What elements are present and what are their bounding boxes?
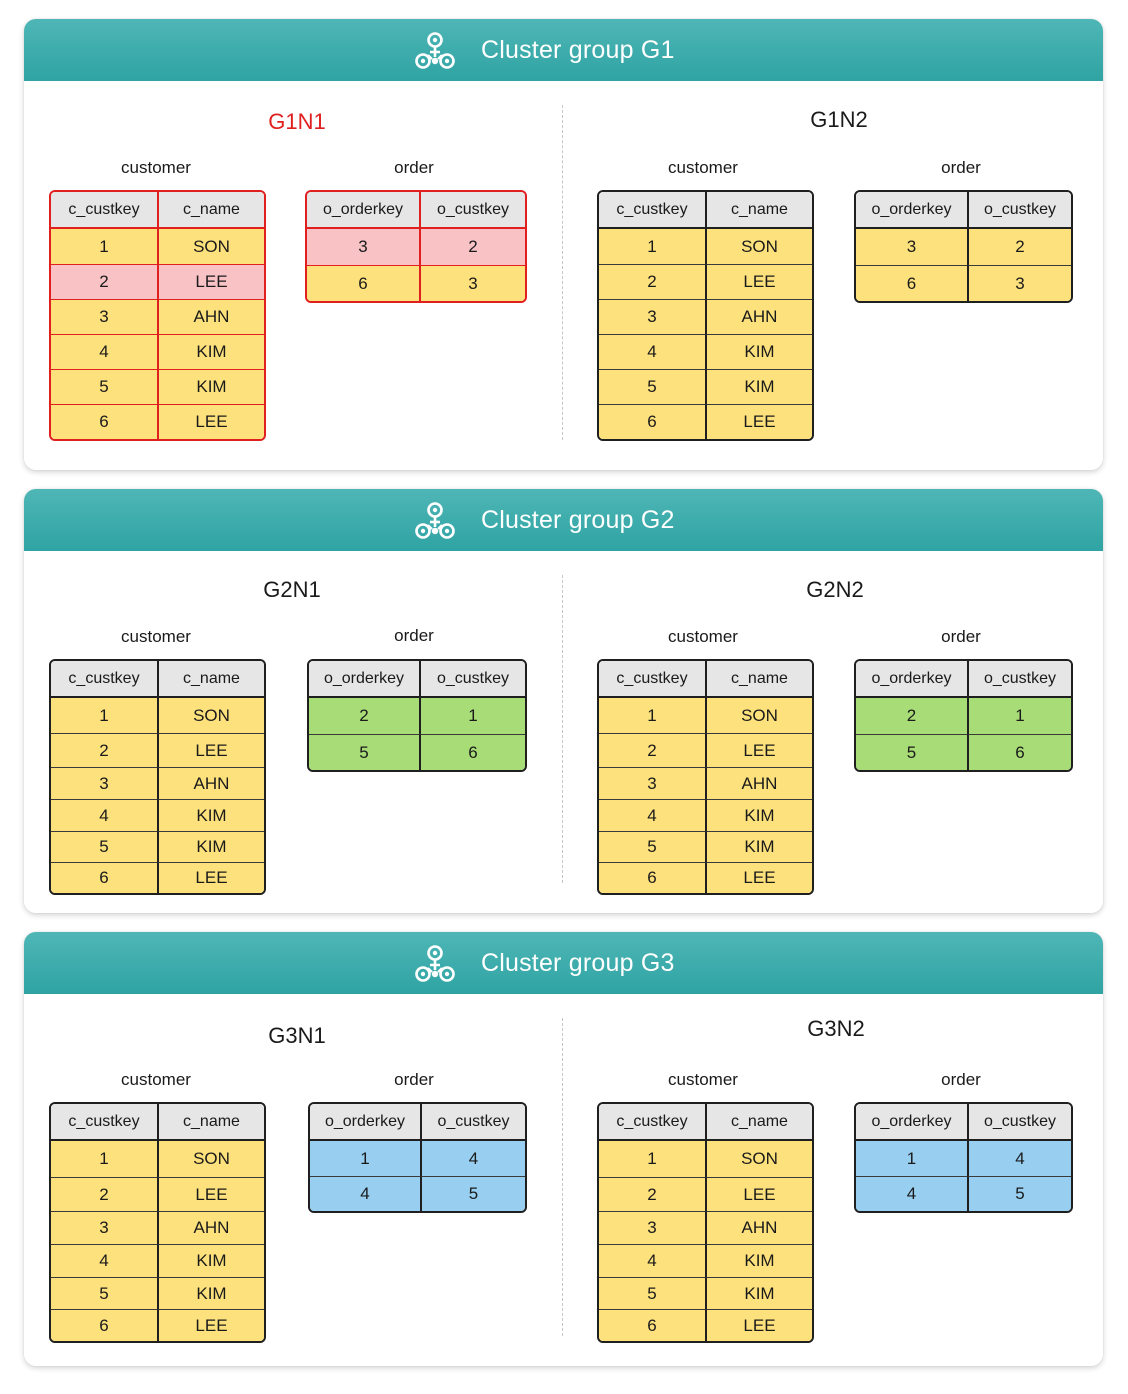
group-title: Cluster group G1 <box>481 36 675 64</box>
table-cell: 1 <box>51 229 157 264</box>
table-cell: KIM <box>705 1277 812 1309</box>
column-header: o_orderkey <box>310 1104 420 1141</box>
table-cell: 2 <box>599 733 705 767</box>
cluster-group-g2 <box>24 489 1103 913</box>
table-cell: LEE <box>157 862 264 893</box>
group-body <box>24 551 1103 913</box>
table-cell: LEE <box>705 862 812 893</box>
column-header: c_name <box>705 661 812 698</box>
table-cell: 6 <box>967 734 1071 770</box>
order-table <box>308 1102 527 1213</box>
column-header: o_custkey <box>967 1104 1071 1141</box>
customer-table-label: customer <box>121 1070 191 1089</box>
customer-table-label: customer <box>668 1070 738 1089</box>
order-table <box>307 659 527 772</box>
node-divider <box>562 1018 563 1336</box>
table-cell: AHN <box>705 299 812 334</box>
table-cell: 2 <box>599 264 705 299</box>
table-cell: LEE <box>705 1177 812 1211</box>
table-cell: 5 <box>599 369 705 404</box>
table-cell: 1 <box>51 1141 157 1177</box>
order-table <box>854 659 1073 772</box>
column-header: o_custkey <box>419 661 525 698</box>
table-cell: LEE <box>157 404 264 439</box>
table-cell: 1 <box>419 698 525 734</box>
table-cell: 5 <box>309 734 419 770</box>
table-cell: 1 <box>310 1141 420 1176</box>
order-table <box>305 190 527 303</box>
table-cell: 6 <box>51 1309 157 1341</box>
table-cell: 1 <box>599 1141 705 1177</box>
table-cell: 5 <box>51 831 157 862</box>
table-cell: LEE <box>705 733 812 767</box>
column-header: o_custkey <box>420 1104 525 1141</box>
customer-table-label: customer <box>668 627 738 646</box>
customer-table <box>49 190 266 441</box>
node-title-g3n1: G3N1 <box>268 1023 326 1048</box>
column-header: o_orderkey <box>856 661 967 698</box>
node-divider <box>562 105 563 440</box>
node-title-g2n2: G2N2 <box>806 577 864 602</box>
cluster-nodes-icon <box>414 31 456 71</box>
group-header <box>24 932 1103 994</box>
node-title-g1n1: G1N1 <box>268 109 326 134</box>
column-header: c_custkey <box>599 192 705 229</box>
table-cell: KIM <box>705 799 812 831</box>
table-cell: SON <box>705 698 812 733</box>
table-cell: SON <box>705 1141 812 1177</box>
table-cell: 1 <box>967 698 1071 734</box>
table-cell: 4 <box>51 799 157 831</box>
table-cell: LEE <box>157 1177 264 1211</box>
table-cell: 5 <box>51 1277 157 1309</box>
group-header <box>24 489 1103 551</box>
table-cell: 5 <box>51 369 157 404</box>
table-cell: 5 <box>856 734 967 770</box>
table-cell: AHN <box>705 1211 812 1244</box>
table-cell: KIM <box>157 799 264 831</box>
table-cell: AHN <box>157 767 264 799</box>
column-header: c_name <box>705 1104 812 1141</box>
table-cell: KIM <box>157 831 264 862</box>
column-header: o_orderkey <box>856 1104 967 1141</box>
table-cell: 2 <box>856 698 967 734</box>
column-header: c_name <box>157 1104 264 1141</box>
cluster-group-g3 <box>24 932 1103 1366</box>
column-header: c_custkey <box>599 1104 705 1141</box>
table-cell: 3 <box>51 299 157 334</box>
node-title-g3n2: G3N2 <box>807 1016 865 1041</box>
order-table-label: order <box>941 1070 981 1089</box>
table-cell: KIM <box>157 369 264 404</box>
column-header: o_orderkey <box>309 661 419 698</box>
order-table-label: order <box>941 158 981 177</box>
table-cell: SON <box>157 229 264 264</box>
customer-table <box>597 659 814 895</box>
table-cell: 6 <box>599 1309 705 1341</box>
table-cell: 6 <box>599 404 705 439</box>
table-cell: AHN <box>157 299 264 334</box>
table-cell: 2 <box>967 229 1071 265</box>
table-cell: 2 <box>51 1177 157 1211</box>
column-header: c_custkey <box>599 661 705 698</box>
column-header: c_name <box>157 192 264 229</box>
table-cell: KIM <box>157 334 264 369</box>
column-header: c_name <box>157 661 264 698</box>
column-header: c_name <box>705 192 812 229</box>
order-table-label: order <box>394 626 434 645</box>
customer-table <box>49 1102 266 1343</box>
table-cell: AHN <box>705 767 812 799</box>
table-cell: 1 <box>856 1141 967 1176</box>
column-header: c_custkey <box>51 661 157 698</box>
cluster-group-g1 <box>24 19 1103 470</box>
table-cell: 2 <box>309 698 419 734</box>
order-table <box>854 1102 1073 1213</box>
table-cell: 3 <box>856 229 967 265</box>
column-header: o_custkey <box>967 192 1071 229</box>
table-cell: 1 <box>51 698 157 733</box>
table-cell: 4 <box>599 334 705 369</box>
table-cell: 2 <box>51 264 157 299</box>
table-cell: LEE <box>705 404 812 439</box>
group-header <box>24 19 1103 81</box>
node-title-g2n1: G2N1 <box>263 577 321 602</box>
table-cell: LEE <box>157 264 264 299</box>
table-cell: 4 <box>599 1244 705 1277</box>
table-cell: KIM <box>705 369 812 404</box>
table-cell: KIM <box>157 1244 264 1277</box>
table-cell: AHN <box>157 1211 264 1244</box>
table-cell: 3 <box>51 1211 157 1244</box>
table-cell: 6 <box>599 862 705 893</box>
table-cell: 6 <box>51 862 157 893</box>
column-header: o_custkey <box>967 661 1071 698</box>
customer-table-label: customer <box>121 627 191 646</box>
table-cell: 4 <box>967 1141 1071 1176</box>
table-cell: 2 <box>419 229 525 265</box>
table-cell: SON <box>705 229 812 264</box>
table-cell: 3 <box>51 767 157 799</box>
group-body <box>24 81 1103 470</box>
table-cell: 4 <box>856 1176 967 1211</box>
column-header: o_custkey <box>419 192 525 229</box>
customer-table-label: customer <box>668 158 738 177</box>
order-table-label: order <box>394 1070 434 1089</box>
order-table-label: order <box>941 627 981 646</box>
group-title: Cluster group G3 <box>481 949 675 977</box>
table-cell: KIM <box>705 831 812 862</box>
group-body <box>24 994 1103 1366</box>
table-cell: KIM <box>705 1244 812 1277</box>
table-cell: 4 <box>420 1141 525 1176</box>
table-cell: 2 <box>51 733 157 767</box>
column-header: c_custkey <box>51 1104 157 1141</box>
table-cell: LEE <box>705 1309 812 1341</box>
cluster-nodes-icon <box>414 501 456 541</box>
table-cell: 6 <box>307 265 419 301</box>
table-cell: 3 <box>599 1211 705 1244</box>
table-cell: SON <box>157 1141 264 1177</box>
table-cell: 3 <box>967 265 1071 301</box>
table-cell: 6 <box>419 734 525 770</box>
table-cell: 1 <box>599 229 705 264</box>
table-cell: 4 <box>51 334 157 369</box>
table-cell: 6 <box>856 265 967 301</box>
table-cell: 5 <box>420 1176 525 1211</box>
order-table <box>854 190 1073 303</box>
table-cell: 3 <box>307 229 419 265</box>
node-title-g1n2: G1N2 <box>810 107 868 132</box>
table-cell: LEE <box>157 733 264 767</box>
table-cell: LEE <box>157 1309 264 1341</box>
table-cell: SON <box>157 698 264 733</box>
customer-table-label: customer <box>121 158 191 177</box>
table-cell: KIM <box>705 334 812 369</box>
node-divider <box>562 575 563 883</box>
table-cell: 5 <box>599 1277 705 1309</box>
order-table-label: order <box>394 158 434 177</box>
table-cell: 3 <box>599 299 705 334</box>
table-cell: KIM <box>157 1277 264 1309</box>
table-cell: LEE <box>705 264 812 299</box>
table-cell: 6 <box>51 404 157 439</box>
table-cell: 3 <box>419 265 525 301</box>
table-cell: 4 <box>51 1244 157 1277</box>
table-cell: 4 <box>599 799 705 831</box>
table-cell: 5 <box>599 831 705 862</box>
column-header: o_orderkey <box>307 192 419 229</box>
table-cell: 4 <box>310 1176 420 1211</box>
customer-table <box>49 659 266 895</box>
group-title: Cluster group G2 <box>481 506 675 534</box>
table-cell: 3 <box>599 767 705 799</box>
table-cell: 5 <box>967 1176 1071 1211</box>
column-header: o_orderkey <box>856 192 967 229</box>
column-header: c_custkey <box>51 192 157 229</box>
cluster-nodes-icon <box>414 944 456 984</box>
customer-table <box>597 1102 814 1343</box>
customer-table <box>597 190 814 441</box>
table-cell: 1 <box>599 698 705 733</box>
table-cell: 2 <box>599 1177 705 1211</box>
